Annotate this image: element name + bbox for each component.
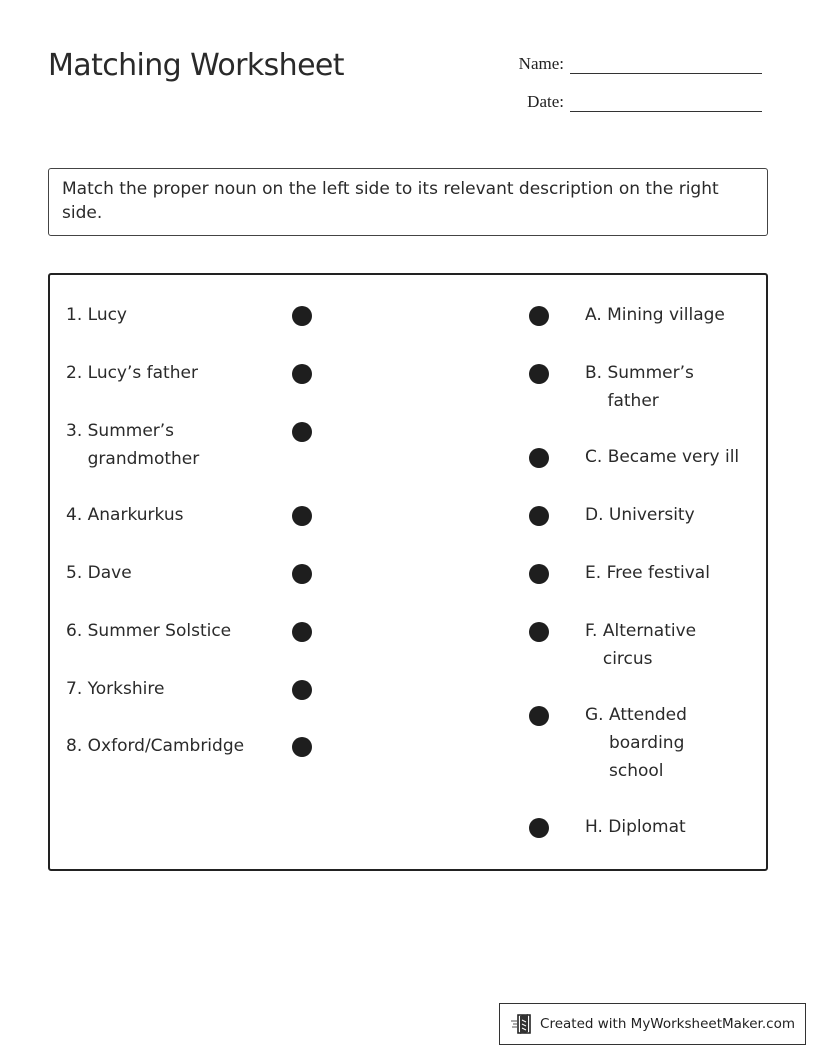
right-item-c (585, 443, 739, 471)
right-item-letter: F. (585, 621, 598, 641)
left-item-2 (66, 359, 198, 387)
left-dot-5[interactable] (292, 564, 312, 584)
left-item-text: Lucy’s father (87, 363, 198, 383)
right-dot-c[interactable] (529, 448, 549, 468)
right-dot-d[interactable] (529, 506, 549, 526)
left-dot-7[interactable] (292, 680, 312, 700)
right-item-letter: A. (585, 305, 602, 325)
right-item-letter: G. (585, 705, 604, 725)
name-field (500, 52, 762, 74)
right-item-text: Summer’s father (607, 363, 694, 411)
left-item-number: 7. (66, 679, 83, 699)
left-dot-1[interactable] (292, 306, 312, 326)
left-item-number: 8. (66, 736, 83, 756)
right-dot-e[interactable] (529, 564, 549, 584)
left-item-text: Summer’s grandmother (87, 421, 200, 469)
left-item-4 (66, 501, 184, 529)
left-item-number: 6. (66, 621, 83, 641)
left-item-text: Summer Solstice (87, 621, 232, 641)
right-item-letter: C. (585, 447, 603, 467)
right-item-letter: B. (585, 363, 603, 383)
right-item-letter: H. (585, 817, 603, 837)
left-item-number: 3. (66, 421, 83, 441)
date-field (500, 90, 762, 112)
right-item-e (585, 559, 710, 587)
left-item-number: 1. (66, 305, 83, 325)
right-item-text: Free festival (606, 563, 710, 583)
name-input-line[interactable] (570, 52, 762, 74)
left-item-text: Lucy (87, 305, 127, 325)
left-dot-6[interactable] (292, 622, 312, 642)
right-item-text: Became very ill (607, 447, 740, 467)
right-item-letter: D. (585, 505, 604, 525)
right-dot-h[interactable] (529, 818, 549, 838)
page-title: Matching Worksheet (48, 48, 344, 83)
left-item-8 (66, 732, 244, 760)
right-item-h (585, 813, 686, 841)
right-dot-b[interactable] (529, 364, 549, 384)
right-item-a (585, 301, 725, 329)
left-item-text: Oxford/Cambridge (87, 736, 245, 756)
left-item-text: Anarkurkus (87, 505, 184, 525)
matching-area (48, 273, 768, 871)
left-dot-4[interactable] (292, 506, 312, 526)
left-item-number: 5. (66, 563, 83, 583)
right-item-b (585, 359, 707, 415)
right-item-text: Alternative circus (602, 621, 697, 669)
left-item-6 (66, 617, 231, 645)
left-dot-3[interactable] (292, 422, 312, 442)
instructions-box: Match the proper noun on the left side to its relevant description on the right side. (48, 168, 768, 236)
left-dot-8[interactable] (292, 737, 312, 757)
right-item-text: Mining village (607, 305, 725, 325)
right-item-g (585, 701, 704, 785)
left-item-text: Yorkshire (87, 679, 165, 699)
footer-text: Created with MyWorksheetMaker.com (540, 1016, 795, 1032)
right-item-letter: E. (585, 563, 602, 583)
right-dot-g[interactable] (529, 706, 549, 726)
left-item-text: Dave (87, 563, 132, 583)
date-label: Date: (527, 92, 564, 111)
right-item-d (585, 501, 695, 529)
left-item-1 (66, 301, 127, 329)
left-item-number: 2. (66, 363, 83, 383)
left-item-7 (66, 675, 164, 703)
left-item-5 (66, 559, 132, 587)
left-dot-2[interactable] (292, 364, 312, 384)
left-item-3 (66, 417, 218, 473)
name-label: Name: (518, 54, 564, 73)
right-item-text: University (608, 505, 695, 525)
footer-credit[interactable] (499, 1003, 806, 1045)
right-item-text: Diplomat (608, 817, 686, 837)
right-dot-a[interactable] (529, 306, 549, 326)
date-input-line[interactable] (570, 90, 762, 112)
worksheet-maker-logo-icon (510, 1013, 534, 1035)
right-item-text: Attended boarding school (608, 705, 687, 781)
right-item-f (585, 617, 713, 673)
right-dot-f[interactable] (529, 622, 549, 642)
left-item-number: 4. (66, 505, 83, 525)
